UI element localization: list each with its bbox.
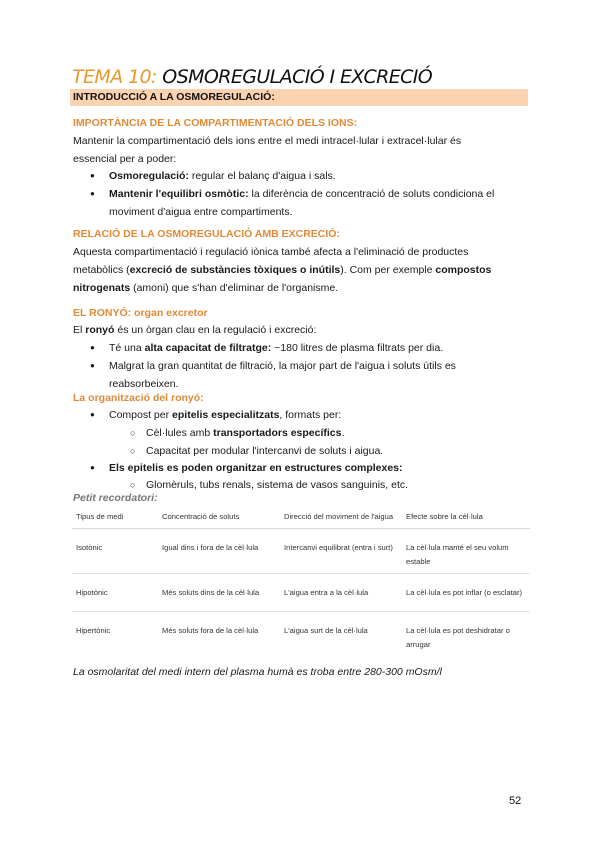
list-item: ○ Glomèruls, tubs renals, sistema de vasos sanguinis, etc.	[130, 476, 530, 494]
text-bold: transportadors específics	[213, 427, 342, 439]
page-title	[72, 66, 432, 88]
section3-list	[90, 339, 530, 393]
page-number: 52	[509, 795, 522, 807]
text-run: , formats per:	[279, 409, 342, 421]
table-cell: L'aigua surt de la cèl·lula	[280, 612, 402, 657]
section2-line1: Aquesta compartimentació i regulació iònica també afecta a l'eliminació de productes	[73, 246, 469, 258]
table-header-row	[72, 512, 530, 529]
text-run: ). Com per exemple	[340, 264, 436, 276]
table-cell: La cèl·lula manté el seu volum estable	[402, 529, 530, 574]
list-item	[90, 357, 530, 393]
table-cell: La cèl·lula es pot inflar (o esclatar)	[402, 574, 530, 612]
text-run: El	[73, 324, 86, 336]
table-cell: Més soluts dins de la cèl·lula	[158, 574, 280, 612]
table-cell: La cèl·lula es pot deshidratar o arrugar	[402, 612, 530, 657]
text-run: Malgrat la gran quantitat de filtració, la major part de l'aigua i soluts útils es	[109, 360, 456, 372]
text-bold: nitrogenats	[73, 282, 131, 294]
section1-line1: Mantenir la compartimentació dels ions entre el medi intracel·lular i extracel·lular és	[73, 135, 462, 147]
table-header: Concentració de soluts	[162, 512, 240, 521]
text-run: metabòlics (	[73, 264, 130, 276]
section1-text	[73, 132, 529, 168]
text-bold: epitelis especialitzats	[172, 409, 280, 421]
table-cell: Isotònic	[72, 529, 158, 574]
section3-heading: EL RONYÓ: organ excretor	[73, 307, 208, 319]
table-cell: Hipotònic	[72, 574, 158, 612]
text-bold: excreció de substàncies tòxiques o inútils	[129, 264, 341, 276]
section3-intro	[73, 321, 529, 339]
list-item	[130, 424, 530, 442]
table-cell: Igual dins i fora de la cèl·lula	[158, 529, 280, 574]
title-main: OSMOREGULACIÓ I EXCRECIÓ	[162, 66, 433, 88]
table-row	[72, 612, 530, 657]
section4-sublist-a	[130, 424, 530, 460]
bullet-bold: Mantenir l'equilibri osmòtic:	[109, 188, 249, 200]
text-run: .	[341, 427, 345, 439]
intro-heading-bar	[70, 89, 528, 106]
table-cell: Més soluts fora de la cèl·lula	[158, 612, 280, 657]
table-cell: L'aigua entra a la cèl·lula	[280, 574, 402, 612]
text-run: Cèl·lules amb	[146, 427, 214, 439]
table-row	[72, 529, 530, 574]
title-prefix: TEMA 10:	[72, 66, 157, 88]
list-item	[90, 339, 530, 357]
section4-sublist-b	[130, 476, 530, 494]
osmolarity-footnote: La osmolaritat del medi intern del plasma humà es troba entre 280-300 mOsm/l	[73, 666, 442, 678]
section2-line2	[73, 261, 529, 279]
section2-line3	[73, 279, 529, 297]
table-cell: Intercanvi equilibrat (entra i surt)	[280, 529, 402, 574]
section2-heading: RELACIÓ DE LA OSMOREGULACIÓ AMB EXCRECIÓ:	[73, 228, 340, 240]
bullet-bold: Osmoregulació:	[109, 170, 189, 182]
section2-text	[73, 243, 529, 297]
bullet-text: la diferència de concentració de soluts condiciona el	[248, 188, 495, 200]
table-header: Efecte sobre la cèl·lula	[406, 512, 483, 521]
list-item: ○ Capacitat per modular l'intercanvi de soluts i aigua.	[130, 442, 530, 460]
section4-list-b	[90, 459, 530, 477]
text-run: és un òrgan clau en la regulació i excreció:	[114, 324, 317, 336]
text-bold: ronyó	[85, 324, 115, 336]
reminder-label: Petit recordatori:	[73, 492, 158, 504]
list-item	[90, 167, 530, 185]
table-header: Direcció del moviment de l'aigua	[284, 512, 394, 521]
section4-list-a	[90, 406, 530, 424]
text-run: Compost per	[109, 409, 173, 421]
list-item	[90, 406, 530, 424]
table-header: Tipus de medi	[76, 512, 124, 521]
text-run: Té una	[109, 342, 145, 354]
text-bold: alta capacitat de filtratge:	[144, 342, 272, 354]
table-row	[72, 574, 530, 612]
list-item: ● Els epitelis es poden organitzar en estructures complexes:	[90, 459, 530, 477]
intro-heading: INTRODUCCIÓ A LA OSMOREGULACIÓ:	[73, 91, 275, 103]
bullet-text-cont: moviment d'aigua entre compartiments.	[109, 206, 293, 218]
text-bold: compostos	[435, 264, 492, 276]
tonicity-table	[72, 512, 530, 656]
list-item	[90, 185, 530, 221]
text-run: reabsorbeixen.	[109, 378, 179, 390]
section1-list	[90, 167, 530, 221]
section1-heading: IMPORTÀNCIA DE LA COMPARTIMENTACIÓ DELS IONS:	[73, 117, 358, 129]
table-cell: Hipertònic	[72, 612, 158, 657]
section4-heading: La organització del ronyó:	[73, 392, 204, 404]
bullet-text: regular el balanç d'aigua i sals.	[188, 170, 336, 182]
text-run: ~180 litres de plasma filtrats per dia.	[271, 342, 444, 354]
section1-line2: essencial per a poder:	[73, 153, 177, 165]
text-run: (amoni) que s'han d'eliminar de l'organisme.	[130, 282, 339, 294]
